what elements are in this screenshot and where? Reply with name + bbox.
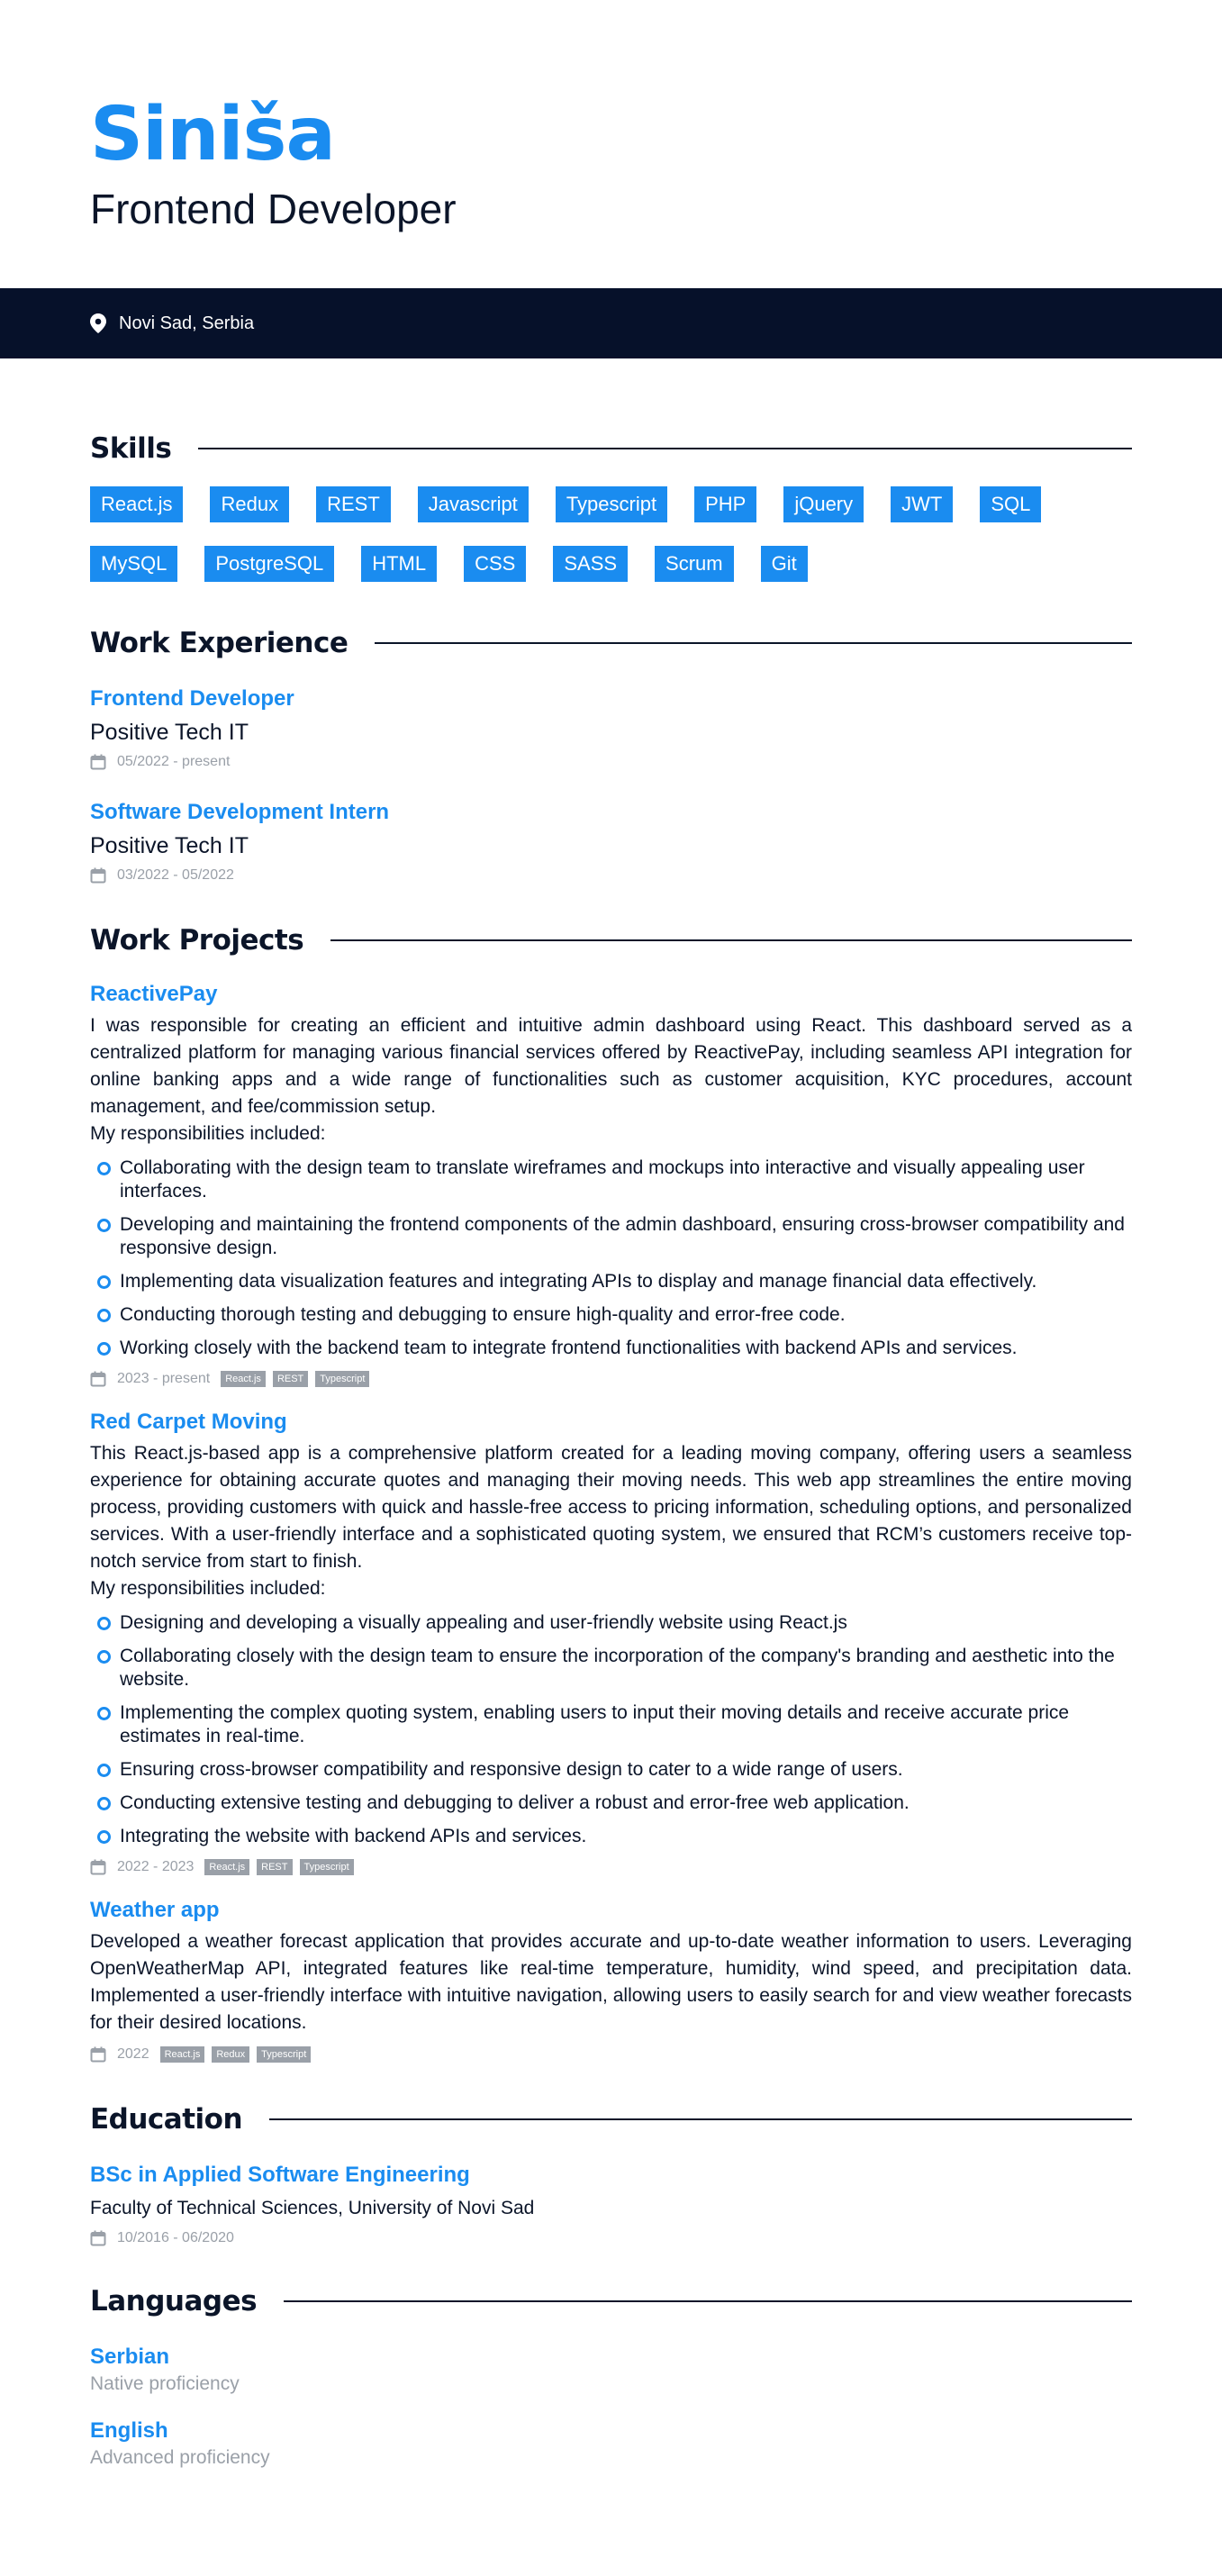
skills-list	[90, 486, 1132, 582]
project-item	[90, 1896, 1132, 2065]
project-description: This React.js-based app is a comprehensive platform created for a leading moving company, offering users a seamless experience for obtaining accurate quotes and managing their moving needs. This web app streamlines the entire moving process, providing customers with quick and hassle-free access to pricing information, scheduling options, and personalized services. With a user-friendly interface and a sophisticated quoting system, we ensured that RCM’s customers receive top-notch service from start to finish.	[90, 1443, 1132, 1572]
bullet-icon	[97, 1797, 111, 1810]
tech-tag: Typescript	[315, 1371, 369, 1387]
work-date-row	[90, 865, 1132, 886]
section-divider	[375, 642, 1132, 644]
language-name: Serbian	[90, 2345, 170, 2369]
company-name: Positive Tech IT	[90, 833, 249, 858]
project-item	[90, 980, 1132, 1390]
tech-tag: REST	[257, 1859, 292, 1875]
projects-list	[90, 980, 1132, 2065]
tech-tag: REST	[273, 1371, 308, 1387]
tech-tag: Typescript	[300, 1859, 354, 1875]
section-title: Work Projects	[90, 924, 304, 957]
language-name: English	[90, 2418, 168, 2443]
work-section	[90, 627, 1132, 886]
section-title: Skills	[90, 432, 172, 465]
responsibility-item	[90, 1645, 1132, 1692]
company-name: Positive Tech IT	[90, 720, 249, 745]
responsibility-text: Ensuring cross-browser compatibility and responsive design to cater to a wide range of users.	[120, 1759, 903, 1780]
responsibility-item	[90, 1337, 1132, 1360]
bullet-icon	[97, 1617, 111, 1630]
work-heading	[90, 627, 1132, 659]
bullet-icon	[97, 1162, 111, 1175]
section-divider	[284, 2300, 1132, 2302]
responsibilities-list	[90, 1611, 1132, 1848]
language-item	[90, 2417, 1132, 2471]
responsibility-item	[90, 1156, 1132, 1203]
section-title: Education	[90, 2103, 243, 2136]
responsibility-text: Collaborating closely with the design team to ensure the incorporation of the company's branding and aesthetic into the website.	[120, 1646, 1115, 1690]
projects-heading	[90, 924, 1132, 957]
project-meta-row	[90, 2044, 1132, 2065]
responsibility-item	[90, 1758, 1132, 1782]
section-title: Languages	[90, 2285, 258, 2317]
skill-chip: SASS	[553, 546, 628, 582]
location	[90, 313, 254, 334]
skills-heading	[90, 432, 1132, 465]
project-name: Red Carpet Moving	[90, 1410, 287, 1434]
calendar-icon	[90, 867, 106, 884]
work-item	[90, 685, 1132, 773]
bullet-icon	[97, 1830, 111, 1844]
resume-header	[0, 0, 1222, 232]
school-name: Faculty of Technical Sciences, University of Novi Sad	[90, 2198, 535, 2218]
responsibility-text: Collaborating with the design team to translate wireframes and mockups into interactive and visually appealing user interfaces.	[120, 1157, 1085, 1202]
bullet-icon	[97, 1275, 111, 1289]
skill-chip: Git	[761, 546, 808, 582]
skills-section	[90, 432, 1132, 582]
responsibility-item	[90, 1611, 1132, 1635]
project-name: ReactivePay	[90, 982, 218, 1006]
skill-chip: Redux	[210, 486, 289, 522]
section-divider	[198, 448, 1132, 449]
skill-chip: Typescript	[556, 486, 667, 522]
education-heading	[90, 2103, 1132, 2136]
calendar-icon	[90, 1371, 106, 1387]
bullet-icon	[97, 1342, 111, 1356]
responsibilities-label: My responsibilities included:	[90, 1123, 326, 1144]
bullet-icon	[97, 1650, 111, 1664]
languages-list	[90, 2343, 1132, 2471]
bullet-icon	[97, 1707, 111, 1720]
skill-chip: PHP	[694, 486, 756, 522]
project-date: 2023 - present	[117, 1371, 211, 1386]
location-text: Novi Sad, Serbia	[119, 313, 255, 333]
languages-heading	[90, 2285, 1132, 2317]
responsibility-text: Conducting extensive testing and debugging to deliver a robust and error-free web application.	[120, 1792, 910, 1813]
candidate-role: Frontend Developer	[90, 186, 457, 232]
responsibility-text: Working closely with the backend team to integrate frontend functionalities with backend APIs and services.	[120, 1338, 1018, 1358]
project-description: Developed a weather forecast application that provides accurate and up-to-date weather information to users. Leveraging OpenWeatherMap API, integrated features like real-time temperature, humidity, wind speed, and precipitation data. Implemented a user-friendly interface with intuitive navigation, allowing users to easily search for and view weather forecasts for their desired locations.	[90, 1931, 1132, 2033]
skill-chip: Javascript	[418, 486, 529, 522]
education-item	[90, 2161, 1132, 2249]
job-title: Software Development Intern	[90, 800, 390, 824]
calendar-icon	[90, 2230, 106, 2246]
calendar-icon	[90, 1859, 106, 1875]
language-item	[90, 2343, 1132, 2397]
tech-tag: React.js	[221, 1371, 266, 1387]
project-item	[90, 1408, 1132, 1878]
tech-tag: React.js	[204, 1859, 249, 1875]
responsibility-item	[90, 1825, 1132, 1848]
skill-chip: React.js	[90, 486, 183, 522]
work-date-row	[90, 751, 1132, 773]
job-title: Frontend Developer	[90, 686, 294, 711]
language-level: Native proficiency	[90, 2373, 240, 2394]
project-meta-row	[90, 1368, 1132, 1390]
work-date: 03/2022 - 05/2022	[117, 867, 234, 883]
project-meta-row	[90, 1856, 1132, 1878]
skill-chip: Scrum	[655, 546, 734, 582]
education-date-row	[90, 2227, 1132, 2249]
responsibility-text: Conducting thorough testing and debugging to ensure high-quality and error-free code.	[120, 1304, 846, 1325]
skill-chip: JWT	[891, 486, 953, 522]
contact-bar	[0, 288, 1222, 358]
work-date: 05/2022 - present	[117, 754, 231, 769]
responsibility-text: Implementing data visualization features and integrating APIs to display and manage financial data effectively.	[120, 1271, 1037, 1292]
tech-tag: Typescript	[257, 2046, 311, 2063]
work-list	[90, 685, 1132, 886]
section-divider	[330, 939, 1132, 941]
calendar-icon	[90, 754, 106, 770]
skill-chip: CSS	[464, 546, 526, 582]
education-date: 10/2016 - 06/2020	[117, 2230, 234, 2245]
resume-content	[90, 432, 1132, 2471]
languages-section	[90, 2285, 1132, 2471]
skill-chip: MySQL	[90, 546, 177, 582]
work-item	[90, 798, 1132, 886]
responsibility-text: Integrating the website with backend APIs and services.	[120, 1826, 587, 1846]
project-name: Weather app	[90, 1898, 220, 1922]
responsibility-item	[90, 1303, 1132, 1327]
skill-chip: HTML	[361, 546, 437, 582]
section-title: Work Experience	[90, 627, 348, 659]
project-date: 2022	[117, 2046, 149, 2062]
candidate-name: Siniša	[90, 92, 335, 177]
education-section	[90, 2103, 1132, 2249]
responsibility-item	[90, 1701, 1132, 1748]
responsibility-text: Developing and maintaining the frontend components of the admin dashboard, ensuring cross-browser compatibility and responsive design.	[120, 1214, 1125, 1258]
tech-tag: React.js	[160, 2046, 205, 2063]
responsibility-text: Designing and developing a visually appealing and user-friendly website using React.js	[120, 1612, 847, 1633]
project-description: I was responsible for creating an efficient and intuitive admin dashboard using React. This dashboard served as a centralized platform for managing various financial services offered by ReactivePay, including seamless API integration for online banking apps and a wide range of functionalities such as customer acquisition, KYC procedures, account management, and fee/commission setup.	[90, 1015, 1132, 1117]
skill-chip: REST	[316, 486, 391, 522]
projects-section	[90, 924, 1132, 2065]
bullet-icon	[97, 1764, 111, 1777]
location-pin-icon	[90, 313, 106, 333]
responsibilities-label: My responsibilities included:	[90, 1578, 326, 1599]
section-divider	[269, 2118, 1132, 2120]
skill-chip: SQL	[980, 486, 1041, 522]
responsibility-item	[90, 1213, 1132, 1260]
bullet-icon	[97, 1219, 111, 1232]
responsibility-text: Implementing the complex quoting system, enabling users to input their moving details and receive accurate price estimates in real-time.	[120, 1702, 1070, 1746]
language-level: Advanced proficiency	[90, 2447, 270, 2468]
degree-title: BSc in Applied Software Engineering	[90, 2163, 470, 2187]
responsibility-item	[90, 1270, 1132, 1293]
tech-tag: Redux	[212, 2046, 249, 2063]
skill-chip: jQuery	[783, 486, 864, 522]
skill-chip: PostgreSQL	[204, 546, 334, 582]
responsibility-item	[90, 1791, 1132, 1815]
responsibilities-list	[90, 1156, 1132, 1360]
calendar-icon	[90, 2046, 106, 2063]
bullet-icon	[97, 1309, 111, 1322]
project-date: 2022 - 2023	[117, 1859, 195, 1874]
